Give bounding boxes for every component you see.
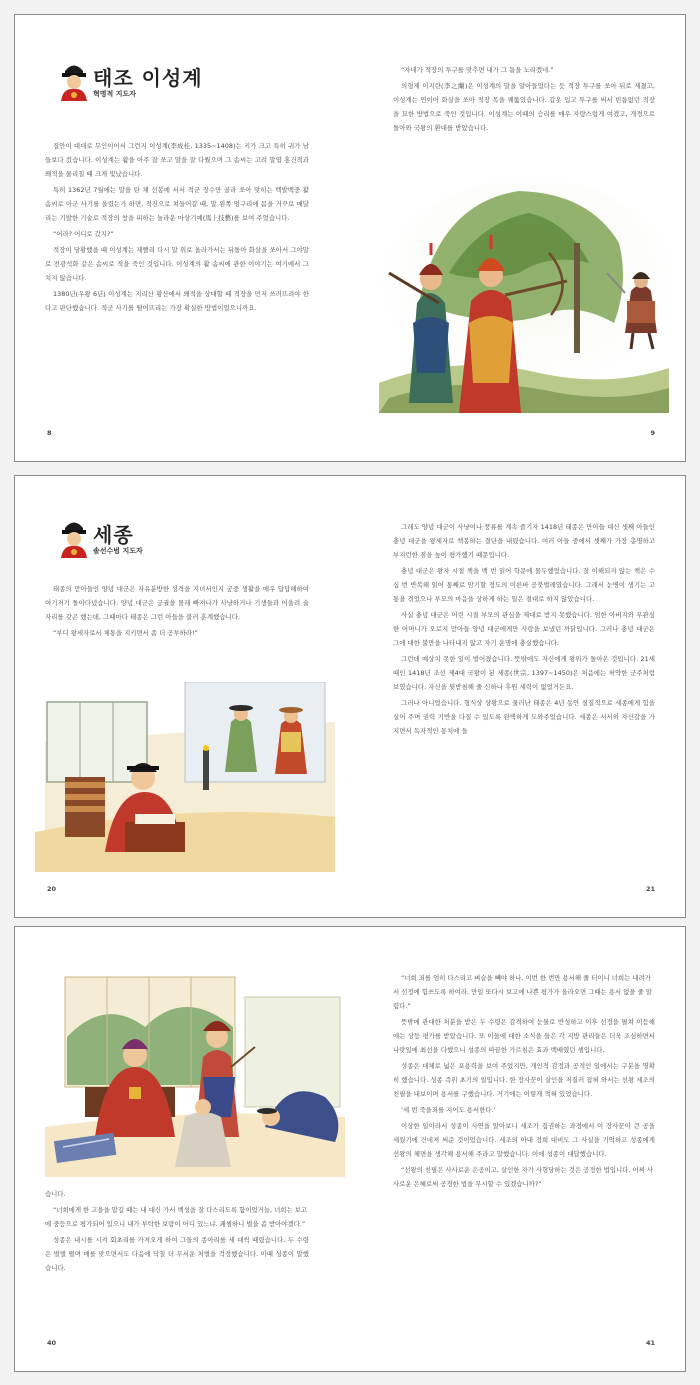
paragraph: 습니다. [45,1190,66,1198]
page-8 [15,15,351,461]
quote: “어라? 어디로 갔지?” [53,230,114,238]
chapter-title: 세종 [93,523,134,547]
paragraph: 충녕 대군은 왕자 시절 책을 백 번 읽어 학문에 몰두했었습니다. 잘 이해되지 않는 책은 수십 번 반복해 읽어 통째로 암기할 정도의 이른바 공붓벌레였습니다. 그래서 눈병이 생기는 고통을 겪었으나 부모의 마음을 상하게 하는 일은 절대로 하지 않았습니다. [393,567,655,603]
chapter-title: 태조 이성계 [93,66,203,90]
paragraph: 의형제 이지란(李之蘭)은 이성계의 말을 알아들었다는 듯 적장 투구를 쏘아 뒤로 제쳤고, 이성계는 연이어 화살을 쏘아 적장 목을 꿰뚫었습니다. 갑옷 입고 투구를 써서 빈틈없던 적장을 묘한 방법으로 죽인 것입니다. 이성계는 이때의 승리를 매우 자랑스럽게 여겼고, 개경으로 돌아와 국왕의 환대를 받았습니다. [393,82,655,132]
paragraph: 그러나 아니었습니다. 형식상 상왕으로 물러난 태종은 4년 동안 실질적으로 세종에게 힘을 실어 주며 권력 기반을 다질 수 있도록 완벽하게 도와주었습니다. 세종은 서서히 자신감을 가지면서 독자적인 통치에 들 [393,699,655,735]
page-40 [15,927,351,1371]
paragraph: 사실 충녕 대군은 어린 시절 부모의 관심을 제대로 받지 못했습니다. 엄한 아버지와 무관심한 어머니가 오로지 맏아들 양녕 대군에게만 사랑을 보냈던 까닭입니다. 그러나 충녕 대군은 그에 대한 불만을 나타내지 않고 자기 운명에 충실했습니다. [393,611,655,647]
page-9 [351,15,687,461]
paragraph: 그런데 예상치 못한 일이 벌어졌습니다. 뜻밖에도 자신에게 왕위가 돌아온 것입니다. 21세 때인 1418년 조선 제4대 국왕이 된 세종(世宗, 1397~1450)은 처음에는 허약한 군주처럼 보였습니다. 자신을 뒷받침해 줄 신하나 후원 세력이 없었거든요. [393,655,655,691]
page-number: 40 [47,1339,57,1347]
king-portrait-icon [59,518,89,558]
page-21 [351,476,687,917]
quote: “부디 왕세자로서 체통을 지키면서 좀 더 공부하라!” [53,629,198,637]
page-20 [15,476,351,917]
body-text [45,1187,309,1277]
spread-3 [14,926,686,1372]
page-41 [351,927,687,1371]
chapter-subtitle: 솔선수범 지도자 [93,547,143,555]
quote: ‘세 번 죽을죄를 지어도 용서한다.’ [401,1106,496,1114]
spread-1 [14,14,686,462]
archers-battle-illustration [379,183,669,413]
body-text [393,971,655,1193]
paragraph: 그래도 양녕 대군이 사냥이나 풍류를 계속 즐기자 1418년 태종은 만아들 대신 셋째 아들인 충녕 대군을 왕세자로 책봉하는 결단을 내렸습니다. 여러 아들 중에서 셋째가 가장 총명하고 부지런한 점을 높이 평가했기 때문입니다. [393,523,655,559]
page-number: 21 [645,885,655,893]
quote: “너희 죄를 엄히 다스리고 벼슬을 빼야 하나, 이번 한 번만 용서해 줄 터이니 너희는 내려가서 선정에 힘쓰도록 하여라. 만일 또다시 보고에 나쁜 평가가 올라오면 그때는 용서 없을 줄 알렴다.” [393,974,652,1010]
page-number: 8 [47,429,52,437]
body-text [45,139,309,317]
king-punishing-magistrates-illustration [45,967,345,1177]
spread-2 [14,475,686,918]
paragraph: 성종은 내시를 시켜 회초리를 가져오게 하여 그들의 종아리를 세 대씩 때렸습니다. 두 수령은 벌벌 떨며 매를 맞으면서도 다음에 닥칠 더 무서운 처벌을 걱정했습니다. 이때 성종이 말했습니다. [45,1236,309,1272]
quote: “선왕의 친필은 사사로운 은공이고, 살인한 자가 사형당하는 것은 공정한 법입니다. 어찌 사사로운 은혜로써 공정한 법을 무시할 수 있겠습니까?” [393,1166,653,1188]
paragraph: 1380년(우왕 6년) 이성계는 지리산 황산에서 왜적을 상대할 때 적장을 먼저 쓰러뜨려야 한다고 판단했습니다. 적군 사기를 떨어뜨리는 가장 확실한 방법이었으니까요. [45,290,309,312]
body-text [393,63,655,137]
prince-study-illustration [35,682,335,872]
chapter-subtitle: 혁명적 지도자 [93,90,137,98]
quote: “자네가 적장의 투구를 맞추면 내가 그 틈을 노리겠네.” [401,66,554,74]
page-number: 20 [47,885,57,893]
quote: “너희에게 한 고을을 맡길 때는 내 대신 가서 백성을 잘 다스리도록 함이었거늘, 너희는 보고에 중등으로 평가되어 있으니 내가 부탁한 보람이 어디 있느냐. 괘씸하니 벌을 좀 받아야겠다.” [45,1206,307,1228]
paragraph: 뜻밖에 관대한 처분을 받은 두 수령은 감격하여 눈물로 반성하고 이후 선정을 펼쳐 이듬해에는 상등 평가를 받았습니다. 또 이들에 대한 소식을 들은 각 지방 관리들은 더욱 조심하면서 나랏일에 최선을 다했으니 성종의 따끔한 가르침은 효과 백배였던 셈입니다. [393,1018,655,1054]
page-number: 41 [645,1339,655,1347]
paragraph: 집안이 대대로 무인이어서 그런지 이성계(李成桂, 1335~1408)는 키가 크고 특히 귀가 남들보다 컸습니다. 이성계는 활을 아주 잘 쏘고 말을 잘 다뤘으며 그 솜씨는 고려 말엽 홍건적과 왜적을 물리칠 때 크게 빛났습니다. [45,142,309,178]
paragraph: 특히 1362년 7월에는 말을 탄 채 선봉에 서서 적군 장수만 골라 쏘아 맞히는 백발백중 활 솜씨로 아군 사기를 올렸는가 하면, 적진으로 쳐들어갈 때, 말 왼쪽 엉구리에 몸을 거꾸로 매달리는 기발한 기술로 적장의 창을 피하는 놀라운 마상기예(馬上技藝)를 보여 주었습니다. [45,186,309,222]
page-number: 9 [650,429,655,437]
king-portrait-icon [59,61,89,101]
body-text [393,520,655,740]
body-text [45,582,309,642]
paragraph: 성종은 대체로 넓은 포용력을 보여 주었지만, 개인적 감정과 공적인 일에서는 구분을 명확히 했습니다. 성종 즉위 초기의 일입니다. 한 장사꾼이 살인을 저질러 잡혀 와서는 선왕 세조의 친필을 내보이며 용서를 구했습니다. 거기에는 이렇게 적혀 있었습니다. [393,1062,655,1098]
paragraph: 태종의 맏아들인 양녕 대군은 자유분방한 성격을 지녀서인지 궁중 생활을 매우 답답해하여 여기저기 돌아다녔습니다. 양녕 대군은 궁궐을 몰래 빠져나가 사냥하거나 기생들과 어울려 술자리를 갖곤 했는데, 그때마다 태종은 그런 아들을 불러 훈계했습니다. [45,585,309,621]
paragraph: 이상한 일이라서 성종이 사연을 알아보니 세조가 집권하는 과정에서 이 장사꾼이 큰 공을 세웠기에 건네져 써준 것이었습니다. 세조의 아내 정희 대비도 그 사실을 기억하고 성종에게 선왕의 체면을 생각해 용서해 주라고 말했습니다. 이에 성종이 대답했습니다. [393,1122,655,1158]
paragraph: 적장이 당황했을 때 이성계는 재빨리 다시 말 위로 올라가서는 뒤돌아 화살을 쏘아서 그야말로 전광석화 같은 솜씨로 적을 죽인 것입니다. 이성계의 활 솜씨에 관한 이야기는 여기에서 그치지 않습니다. [45,246,309,282]
